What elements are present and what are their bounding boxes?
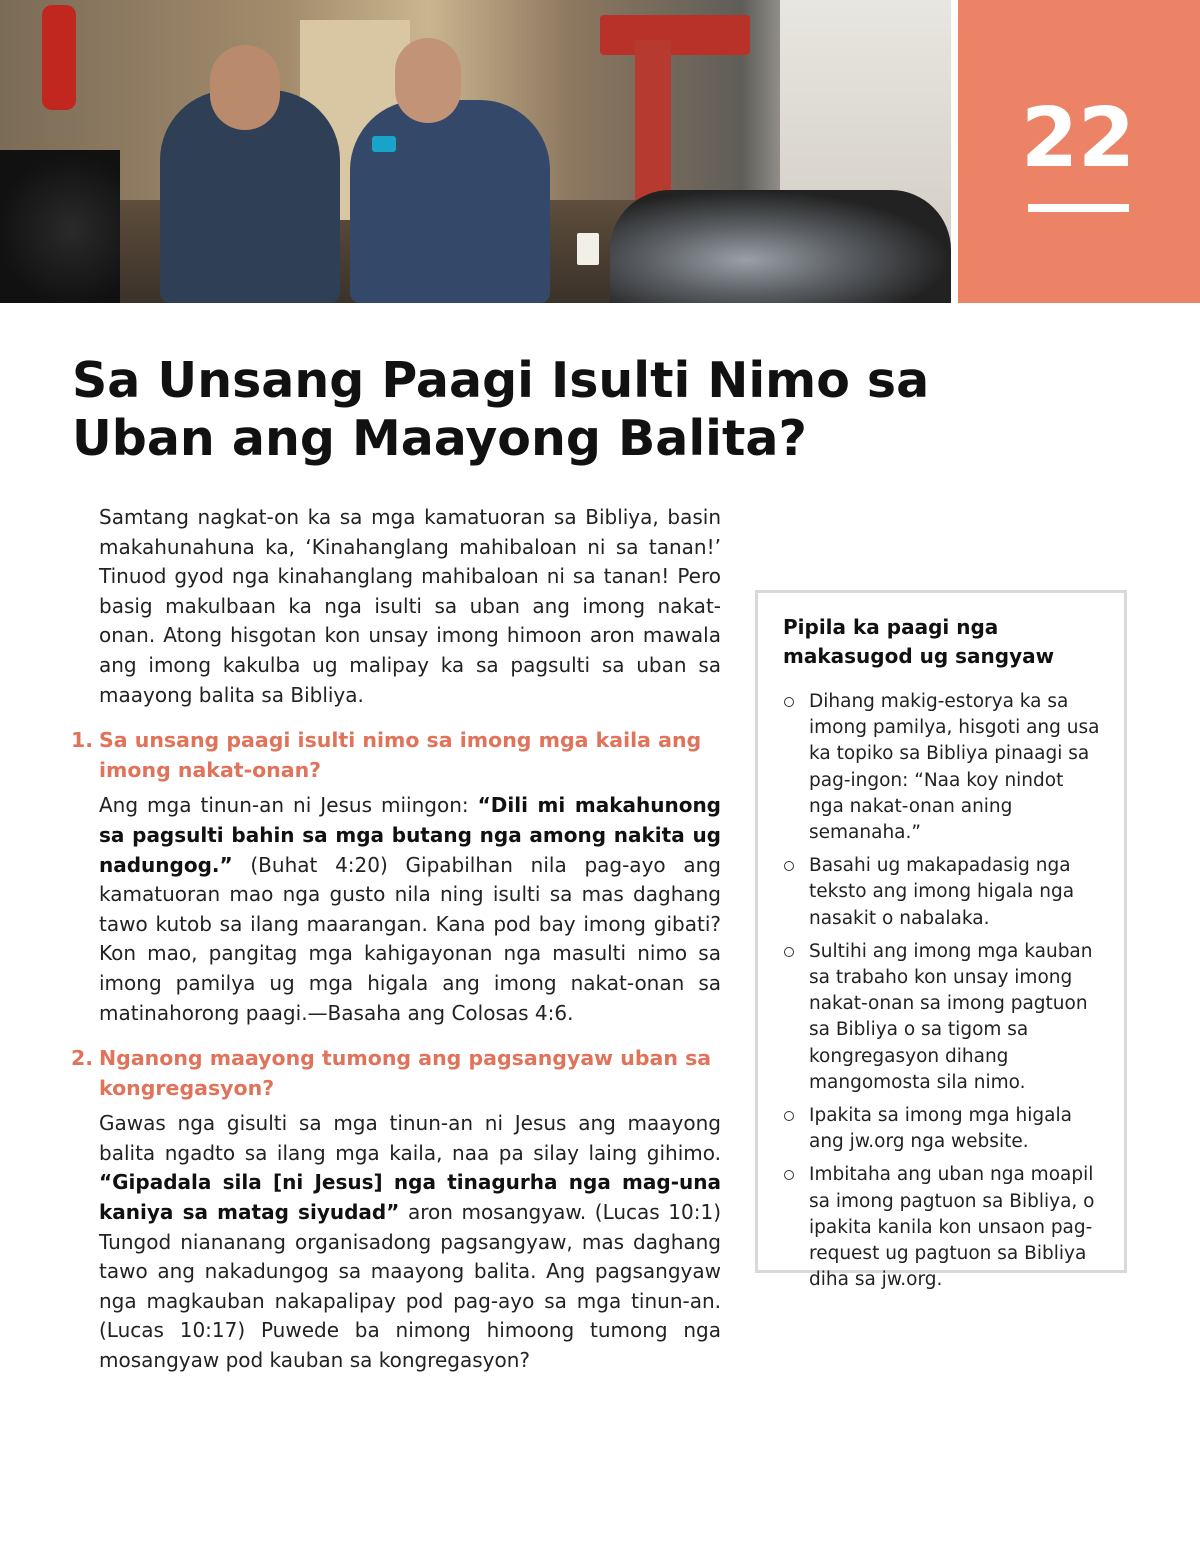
answer-1-lead: Ang mga tinun-an ni Jesus miingon: [99, 793, 478, 818]
photo-motorcycle-left [0, 150, 120, 303]
circle-bullet-icon [784, 697, 794, 707]
lesson-number-underline [1028, 204, 1129, 212]
photo-lift-arm [600, 15, 750, 55]
sidebar-title: Pipila ka paagi nga makasugod ug sangyaw [783, 615, 1055, 668]
sidebar-item-text: Imbitaha ang uban nga moapil sa imong pagtuon sa Bibliya, o ipakita kanila kon unsaon pag-request ug pagtuon sa Bibliya diha sa jw.org. [809, 1164, 1095, 1291]
lesson-number: 22 [1020, 91, 1136, 186]
sidebar-item-text: Ipakita sa imong mga higala ang jw.org nga website. [809, 1105, 1072, 1153]
sidebar-list-item [783, 689, 1102, 846]
sidebar-list-item [783, 1162, 1102, 1293]
intro-paragraph: Samtang nagkat-on ka sa mga kamatuoran sa Bibliya, basin makahunahuna ka, ‘Kinahanglang mahibaloan ni sa tanan!’ Tinuod gyod nga kinahanglang mahibaloan ni sa tanan! Pero basig makulbaan ka nga isulti sa uban ang imong nakat-onan. Atong hisgotan kon unsay imong himoon aron mawala ang imong kakulba ug malipay ka sa pagsulti sa uban sa maayong balita sa Bibliya. [99, 505, 721, 707]
photo-smartphone [372, 136, 396, 152]
sidebar-list-item [783, 853, 1102, 932]
answer-2-paragraph [99, 1109, 721, 1375]
photo-person-younger-mechanic [350, 100, 550, 303]
circle-bullet-icon [784, 947, 794, 957]
answer-1-rest: (Buhat 4:20) Gipabilhan nila pag-ayo ang kamatuoran mao nga gusto nila ning isulti sa mas daghang tawo kutob sa ilang maarangan. Kana pod bay imong gibati? Kon mao, pangitag mga kahigayonan nga masulti nimo sa imong pamilya ug mga higala ang imong nakat-onan sa matinahorong paagi.—Basaha ang Colosas 4:6. [99, 852, 721, 1025]
question-1 [71, 726, 721, 785]
circle-bullet-icon [784, 861, 794, 871]
fire-extinguisher [42, 5, 76, 110]
answer-2-quote: “Gipadala sila [ni Jesus] nga tinagurha nga mag-una kaniya sa matag siyudad” [99, 1170, 721, 1225]
photo-motorcycle-right [610, 190, 951, 303]
question-1-text: Sa unsang paagi isulti nimo sa imong mga kaila ang imong nakat-onan? [99, 728, 702, 782]
page-title: Sa Unsang Paagi Isulti Nimo sa Uban ang Maayong Balita? [72, 352, 930, 467]
sidebar-list-item [783, 939, 1102, 1096]
sidebar-item-text: Sultihi ang imong mga kauban sa trabaho kon unsay imong nakat-onan sa imong pagtuon sa Bibliya o sa tigom sa kongregasyon dihang mangomosta sila nimo. [809, 940, 1093, 1093]
question-2-text: Nganong maayong tumong ang pagsangyaw uban sa kongregasyon? [99, 1046, 712, 1100]
photo-coffee-cup [577, 233, 599, 265]
circle-bullet-icon [784, 1170, 794, 1180]
header-photo [0, 0, 951, 303]
question-2 [71, 1044, 721, 1103]
main-column [71, 503, 722, 1376]
question-1-number: 1. [71, 728, 94, 753]
answer-2-rest: aron mosangyaw. (Lucas 10:1) Tungod niananang organisadong pagsangyaw, mas daghang tawo ang nakadungog sa maayong balita. Ang pagsangyaw nga magkauban nakapalipay pod pag-ayo sa mga tinun-an. (Lucas 10:17) Puwede ba nimong himoong tumong nga mosangyaw pod kauban sa kongregasyon? [99, 1200, 721, 1373]
tips-sidebar [755, 590, 1127, 1291]
answer-2-lead: Gawas nga gisulti sa mga tinun-an ni Jesus ang maayong balita ngadto sa ilang mga kaila, naa pa silay laing gihimo. [99, 1111, 721, 1165]
sidebar-item-text: Basahi ug makapadasig nga teksto ang imong higala nga nasakit o nabalaka. [809, 855, 1075, 929]
answer-1-paragraph [99, 791, 721, 1028]
sidebar-list [783, 689, 1102, 1293]
sidebar-item-text: Dihang makig-estorya ka sa imong pamilya, hisgoti ang usa ka topiko sa Bibliya pinaagi sa pag-ingon: “Naa koy nindot nga nakat-onan aning semanaha.” [809, 691, 1100, 844]
question-2-number: 2. [71, 1046, 94, 1071]
circle-bullet-icon [784, 1111, 794, 1121]
answer-1-quote: “Dili mi makahunong sa pagsulti bahin sa mga butang nga among nakita ug nadungog.” [99, 793, 722, 877]
photo-person-younger-head [395, 38, 461, 123]
sidebar-list-item [783, 1103, 1102, 1155]
photo-person-older-head [210, 45, 280, 130]
